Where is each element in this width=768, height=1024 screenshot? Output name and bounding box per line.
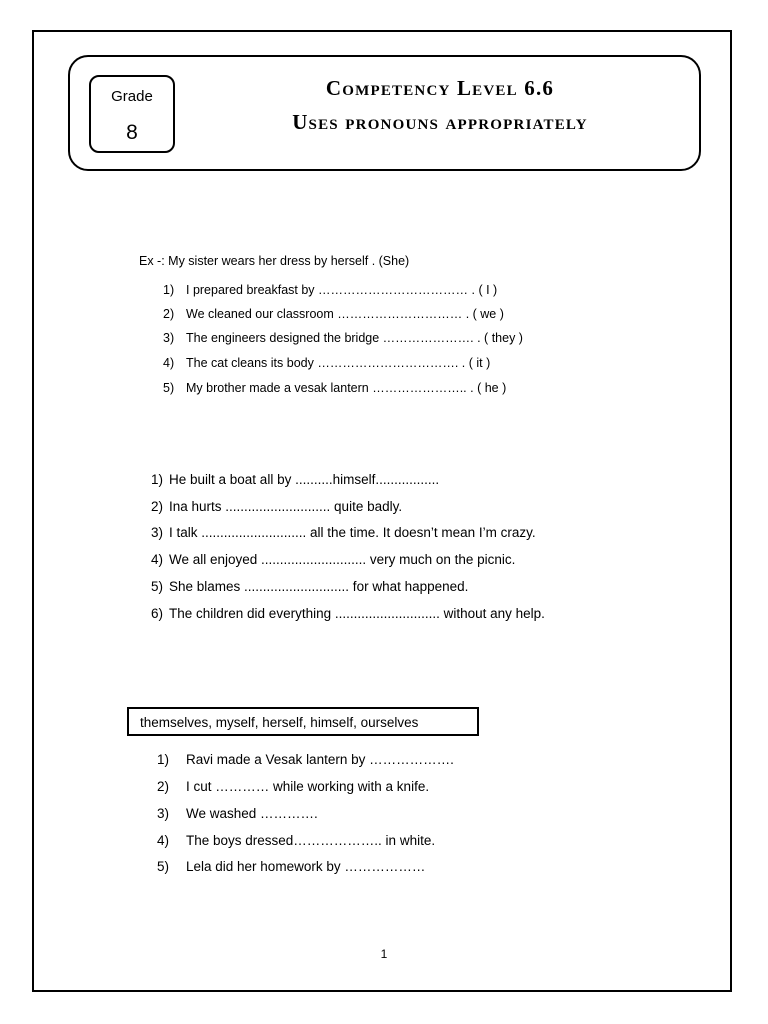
item-number: 5) bbox=[163, 381, 175, 395]
list-item bbox=[157, 779, 430, 794]
item-text: I talk ............................ all the time. It doesn’t mean I’m crazy. bbox=[169, 525, 536, 540]
item-text: The cat cleans its body ……………………………. . ( it ) bbox=[186, 356, 491, 370]
item-text: The children did everything ............................ without any help. bbox=[169, 606, 545, 621]
item-number: 4) bbox=[151, 552, 164, 567]
grade-box bbox=[89, 75, 175, 153]
item-number: 5) bbox=[151, 579, 164, 594]
list-item bbox=[163, 381, 507, 395]
list-item bbox=[157, 859, 426, 874]
item-number: 3) bbox=[151, 525, 164, 540]
item-text: My brother made a vesak lantern ………………….. . ( he ) bbox=[186, 381, 507, 395]
list-item bbox=[151, 499, 403, 514]
list-item bbox=[157, 752, 454, 767]
item-text: Ina hurts ............................ quite badly. bbox=[169, 499, 403, 514]
item-number: 1) bbox=[163, 283, 175, 297]
list-item bbox=[151, 472, 440, 487]
list-item bbox=[163, 331, 523, 345]
item-number: 1) bbox=[151, 472, 164, 487]
item-number: 2) bbox=[157, 779, 170, 794]
item-text: We all enjoyed ............................ very much on the picnic. bbox=[169, 552, 516, 567]
list-item bbox=[151, 552, 516, 567]
grade-number: 8 bbox=[126, 121, 138, 144]
list-item bbox=[151, 579, 469, 594]
word-bank-box: themselves, myself, herself, himself, ourselves bbox=[127, 707, 479, 736]
page-number: 1 bbox=[380, 947, 388, 961]
item-text: She blames ............................ for what happened. bbox=[169, 579, 469, 594]
item-text: We washed …………. bbox=[186, 806, 318, 821]
item-number: 3) bbox=[157, 806, 170, 821]
list-item bbox=[163, 283, 498, 297]
competency-title: Competency Level 6.6 bbox=[325, 76, 555, 100]
item-number: 6) bbox=[151, 606, 164, 621]
list-item bbox=[157, 806, 318, 821]
item-text: We cleaned our classroom ………………………… . ( we ) bbox=[186, 307, 504, 321]
list-item bbox=[163, 307, 504, 321]
item-number: 2) bbox=[163, 307, 175, 321]
item-text: I prepared breakfast by ……………………………… . ( I ) bbox=[186, 283, 498, 297]
item-text: Lela did her homework by ……………… bbox=[186, 859, 426, 874]
item-number: 1) bbox=[157, 752, 170, 767]
item-number: 5) bbox=[157, 859, 170, 874]
grade-label: Grade bbox=[111, 88, 153, 105]
example-sentence: Ex -: My sister wears her dress by herself . (She) bbox=[139, 254, 410, 268]
list-item bbox=[151, 606, 545, 621]
item-text: He built a boat all by ..........himself................. bbox=[169, 472, 440, 487]
item-text: I cut ………… while working with a knife. bbox=[186, 779, 430, 794]
list-item bbox=[151, 525, 536, 540]
item-number: 4) bbox=[157, 833, 170, 848]
item-number: 2) bbox=[151, 499, 164, 514]
item-number: 4) bbox=[163, 356, 175, 370]
item-text: The engineers designed the bridge …………………. . ( they ) bbox=[186, 331, 523, 345]
item-text: The boys dressed……………….. in white. bbox=[186, 833, 436, 848]
competency-subtitle: Uses pronouns appropriately bbox=[292, 110, 588, 134]
list-item bbox=[163, 356, 491, 370]
item-text: Ravi made a Vesak lantern by ………………. bbox=[186, 752, 454, 767]
list-item bbox=[157, 833, 436, 848]
item-number: 3) bbox=[163, 331, 175, 345]
